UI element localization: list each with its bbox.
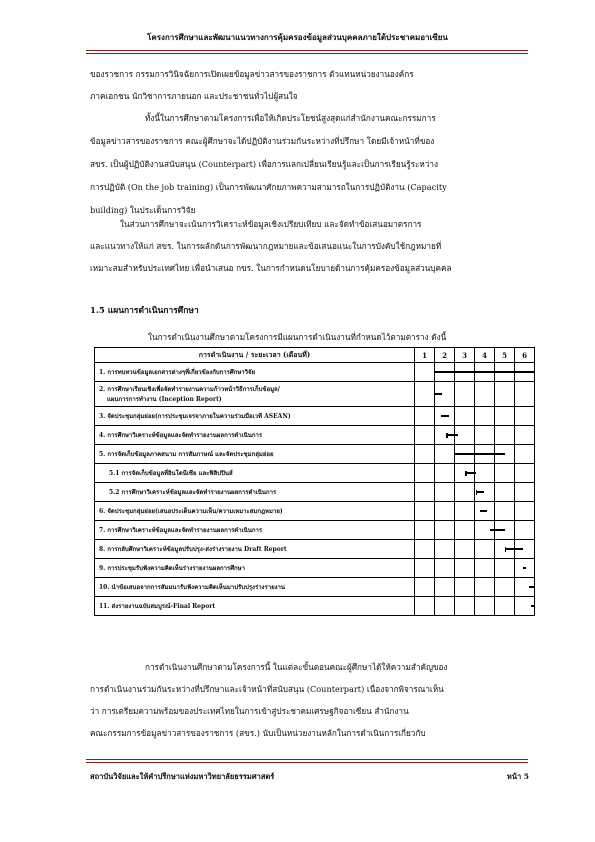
- month-header: 1: [415, 348, 435, 363]
- task-label-cell: [95, 578, 415, 597]
- text-line: ภาคเอกชน นักวิชาการภายนอก และประชาชนทั่วไปผู้สนใจ: [90, 91, 298, 101]
- task-label-cell: [95, 426, 415, 445]
- month-cell: [515, 426, 535, 445]
- month-cell: [515, 597, 535, 616]
- gantt-bar-segment: [529, 586, 534, 587]
- month-cell: [435, 426, 455, 445]
- table-row: [95, 597, 535, 616]
- gantt-bar-segment: [490, 529, 494, 530]
- month-header: 3: [455, 348, 475, 363]
- task-label-cell: [95, 597, 415, 616]
- gantt-start-tick: [476, 490, 477, 495]
- table-row: [95, 363, 535, 382]
- month-cell: [515, 540, 535, 559]
- task-label: 5.2 การศึกษาวิเคราะห์ข้อมูลและจัดทำรายงานผลการดำเนินการ: [109, 489, 277, 496]
- month-cell: [515, 559, 535, 578]
- gantt-bar-segment: [475, 472, 476, 473]
- task-label: 9. การประชุมรับฟังความคิดเห็นร่างรายงานผลการศึกษา: [99, 565, 246, 572]
- header-rule-thick: [86, 50, 528, 51]
- task-label: 11. ส่งรายงานฉบับสมบูรณ์-Final Report: [99, 603, 216, 610]
- month-cell: [415, 382, 435, 407]
- gantt-bar-segment: [435, 371, 454, 372]
- page-header-title: โครงการศึกษาและพัฒนาแนวทางการคุ้มครองข้อมูลส่วนบุคคลภายใต้ประชาคมอาเซียน: [147, 32, 448, 42]
- month-cell: [435, 407, 455, 426]
- month-cell: [495, 559, 515, 578]
- month-cell: [435, 483, 455, 502]
- page-number: หน้า 5: [506, 772, 529, 781]
- task-label-cell: [95, 407, 415, 426]
- month-cell: [455, 363, 475, 382]
- month-cell: [475, 382, 495, 407]
- table-header-row: [95, 348, 535, 363]
- gantt-bar-segment: [495, 453, 505, 454]
- month-cell: [455, 483, 475, 502]
- gantt-bar-segment: [531, 605, 534, 606]
- month-cell: [455, 464, 475, 483]
- task-label: 2. การศึกษาเรียนเชิงเพื่อจัดทำรายงานความก้าวหน้าวิธีการเก็บข้อมูล/: [99, 386, 280, 393]
- gantt-start-tick: [505, 547, 506, 552]
- text-line: ของราชการ กรรมการวินิจฉัยการเปิดเผยข้อมูลข่าวสารของราชการ ตัวแทนหน่วยงานองค์กร: [90, 69, 414, 79]
- month-cell: [515, 502, 535, 521]
- task-column-header: การดำเนินงาน / ระยะเวลา (เดือนที่): [95, 348, 415, 363]
- month-cell: [475, 502, 495, 521]
- header-rule-thin: [86, 53, 528, 54]
- table-row: [95, 445, 535, 464]
- task-label-cell: [95, 464, 415, 483]
- month-cell: [515, 464, 535, 483]
- gantt-bar-segment: [475, 453, 494, 454]
- month-cell: [495, 483, 515, 502]
- text-line: ว่า การเตรียมความพร้อมของประเทศไทยในการเข้าสู่ประชาคมเศรษฐกิจอาเซียน สำนักงาน: [90, 706, 409, 716]
- month-cell: [415, 597, 435, 616]
- month-cell: [475, 363, 495, 382]
- text-line: การดำเนินงานร่วมกันระหว่างที่ปรึกษาและเจ้าหน้าที่สนับสนุน (Counterpart) เนื่องจากพิจารณาเห็น: [90, 684, 444, 694]
- month-cell: [475, 597, 495, 616]
- table-row: [95, 540, 535, 559]
- month-cell: [435, 597, 455, 616]
- month-cell: [455, 445, 475, 464]
- month-cell: [495, 445, 515, 464]
- table-row: [95, 559, 535, 578]
- gantt-bar-segment: [435, 393, 442, 394]
- task-label-cell: [95, 502, 415, 521]
- month-cell: [475, 426, 495, 445]
- month-cell: [495, 521, 515, 540]
- month-cell: [495, 426, 515, 445]
- gantt-bar-segment: [523, 567, 527, 568]
- gantt-bar-segment: [455, 453, 474, 454]
- month-cell: [435, 502, 455, 521]
- gantt-bar-segment: [495, 529, 505, 530]
- table-caption: ในการดำเนินงานศึกษาตามโครงการมีแผนการดำเนินงานที่กำหนดไว้ตามตาราง ดังนี้: [148, 332, 447, 342]
- table-row: [95, 464, 535, 483]
- text-line: building) ในประเด็นการวิจัย: [90, 205, 196, 215]
- month-cell: [415, 483, 435, 502]
- month-cell: [435, 464, 455, 483]
- task-label: 10. นำข้อเสนอจากการสัมมนารับฟังความคิดเห็นมาปรับปรุงร่างรายงาน: [99, 584, 285, 591]
- task-label-cell: [95, 483, 415, 502]
- gantt-bar-segment: [505, 548, 515, 549]
- month-cell: [435, 540, 455, 559]
- month-cell: [455, 540, 475, 559]
- month-header: 6: [515, 348, 535, 363]
- task-label: 5. การจัดเก็บข้อมูลภาคสนาม การสัมภาษณ์ และจัดประชุมกลุ่มย่อย: [99, 451, 274, 458]
- month-cell: [475, 559, 495, 578]
- table-row: [95, 382, 535, 407]
- month-cell: [475, 445, 495, 464]
- month-cell: [515, 445, 535, 464]
- footer-rule-thick: [86, 759, 528, 760]
- schedule-table: [94, 347, 535, 616]
- month-cell: [455, 502, 475, 521]
- month-cell: [435, 521, 455, 540]
- gantt-bar-segment: [475, 371, 494, 372]
- month-cell: [415, 426, 435, 445]
- month-cell: [435, 363, 455, 382]
- task-label-cell: [95, 382, 415, 407]
- task-label: 6. จัดประชุมกลุ่มย่อย(เสนอประเด็นความเห็น/ความเหมาะสมกฎหมาย): [99, 508, 283, 515]
- month-cell: [475, 483, 495, 502]
- text-line: และแนวทางให้แก่ สขร. ในการผลักดันการพัฒนากฎหมายและข้อเสนอแนะในการบังคับใช้กฎหมายที่: [90, 241, 442, 251]
- month-cell: [475, 407, 495, 426]
- month-cell: [475, 521, 495, 540]
- month-cell: [455, 578, 475, 597]
- month-cell: [495, 578, 515, 597]
- month-cell: [455, 597, 475, 616]
- text-line: ข้อมูลข่าวสารของราชการ คณะผู้ศึกษาจะได้ปฏิบัติงานร่วมกันระหว่างที่ปรึกษา โดยมีเจ้าหน้าที่ของ: [90, 136, 435, 146]
- month-cell: [455, 521, 475, 540]
- task-label: 5.1 การจัดเก็บข้อมูลที่อินโดนีเซีย และฟิลิปปินส์: [109, 470, 233, 477]
- month-cell: [515, 363, 535, 382]
- gantt-bar-segment: [495, 371, 514, 372]
- month-cell: [455, 559, 475, 578]
- gantt-bar-segment: [480, 510, 488, 511]
- month-cell: [515, 382, 535, 407]
- month-cell: [475, 540, 495, 559]
- month-cell: [495, 363, 515, 382]
- month-cell: [415, 559, 435, 578]
- gantt-bar-segment: [515, 371, 534, 372]
- month-header: 2: [435, 348, 455, 363]
- month-cell: [495, 597, 515, 616]
- month-cell: [415, 521, 435, 540]
- month-header: 4: [475, 348, 495, 363]
- footer-institution: สถาบันวิจัยและให้คำปรึกษาแห่งมหาวิทยาลัยธรรมศาสตร์: [90, 772, 275, 781]
- table-row: [95, 407, 535, 426]
- text-line: การปฏิบัติ (On the job training) เป็นการพัฒนาศักยภาพความสามารถในการปฏิบัติงาน (Capacity: [90, 182, 447, 192]
- month-cell: [415, 464, 435, 483]
- month-cell: [475, 578, 495, 597]
- month-cell: [435, 559, 455, 578]
- task-label-cell: [95, 363, 415, 382]
- text-line: ทั้งนี้ในการศึกษาตามโครงการเพื่อให้เกิดประโยชน์สูงสุดแก่สำนักงานคณะกรรมการ: [145, 113, 436, 123]
- month-cell: [515, 578, 535, 597]
- text-line: การดำเนินงานศึกษาตามโครงการนี้ ในแต่ละขั้นตอนคณะผู้ศึกษาได้ให้ความสำคัญของ: [145, 662, 448, 672]
- month-cell: [495, 464, 515, 483]
- table-row: [95, 578, 535, 597]
- gantt-bar-segment: [455, 434, 458, 435]
- month-cell: [495, 540, 515, 559]
- month-cell: [415, 578, 435, 597]
- month-header: 5: [495, 348, 515, 363]
- month-cell: [415, 502, 435, 521]
- text-line: คณะกรรมการข้อมูลข่าวสารของราชการ (สขร.) นับเป็นหน่วยงานหลักในการดำเนินการเกี่ยวกับ: [90, 728, 426, 738]
- month-cell: [435, 382, 455, 407]
- month-cell: [415, 363, 435, 382]
- task-label-cell: [95, 445, 415, 464]
- task-label: 7. การศึกษาวิเคราะห์ข้อมูลและจัดทำรายงานผลการดำเนินการ: [99, 527, 263, 534]
- table-row: [95, 502, 535, 521]
- text-line: เหมาะสมสำหรับประเทศไทย เพื่อนำเสนอ กขร. ในการกำหนดนโยบายด้านการคุ้มครองข้อมูลส่วนบุคคล: [90, 263, 452, 273]
- month-cell: [495, 407, 515, 426]
- task-label: 8. การกลับศึกษาวิเคราะห์ข้อมูลปรับปรุง-ส่งร่างรายงาน Draft Report: [99, 546, 287, 553]
- task-label: 4. การศึกษาวิเคราะห์ข้อมูลและจัดทำรายงานผลการดำเนินการ: [99, 432, 263, 439]
- month-cell: [495, 382, 515, 407]
- month-cell: [515, 407, 535, 426]
- month-cell: [455, 426, 475, 445]
- month-cell: [435, 578, 455, 597]
- task-label-cell: [95, 521, 415, 540]
- month-cell: [495, 502, 515, 521]
- month-cell: [455, 382, 475, 407]
- text-line: ในส่วนการศึกษาจะเน้นการวิเคราะห์ข้อมูลเชิงเปรียบเทียบ และจัดทำข้อเสนอมาตรการ: [120, 219, 422, 229]
- month-cell: [455, 407, 475, 426]
- table-row: [95, 426, 535, 445]
- task-label-continued: แผนการการทำงาน (Inception Report): [107, 396, 222, 403]
- month-cell: [515, 521, 535, 540]
- gantt-start-tick: [446, 433, 447, 438]
- table-row: [95, 521, 535, 540]
- section-heading: 1.5 แผนการดำเนินการศึกษา: [90, 306, 199, 316]
- month-cell: [435, 445, 455, 464]
- task-label-cell: [95, 540, 415, 559]
- month-cell: [415, 407, 435, 426]
- month-cell: [415, 445, 435, 464]
- table-row: [95, 483, 535, 502]
- task-label: 1. การทบทวนข้อมูลเอกสารต่างๆที่เกี่ยวข้องกับการศึกษาวิจัย: [99, 369, 256, 376]
- gantt-start-tick: [465, 471, 466, 476]
- footer-rule-thin: [86, 762, 528, 763]
- gantt-bar-segment: [455, 371, 474, 372]
- month-cell: [475, 464, 495, 483]
- text-line: สขร. เป็นผู้ปฏิบัติงานสนับสนุน (Counterpart) เพื่อการแลกเปลี่ยนเรียนรู้และเป็นการเรียนรู้ระหว่าง: [90, 159, 439, 169]
- gantt-bar-segment: [515, 548, 523, 549]
- task-label-cell: [95, 559, 415, 578]
- task-label: 3. จัดประชุมกลุ่มย่อย(การประชุมเจรจาภายในความร่วมมือเวที ASEAN): [99, 413, 291, 420]
- month-cell: [515, 483, 535, 502]
- gantt-bar-segment: [441, 415, 450, 416]
- month-cell: [415, 540, 435, 559]
